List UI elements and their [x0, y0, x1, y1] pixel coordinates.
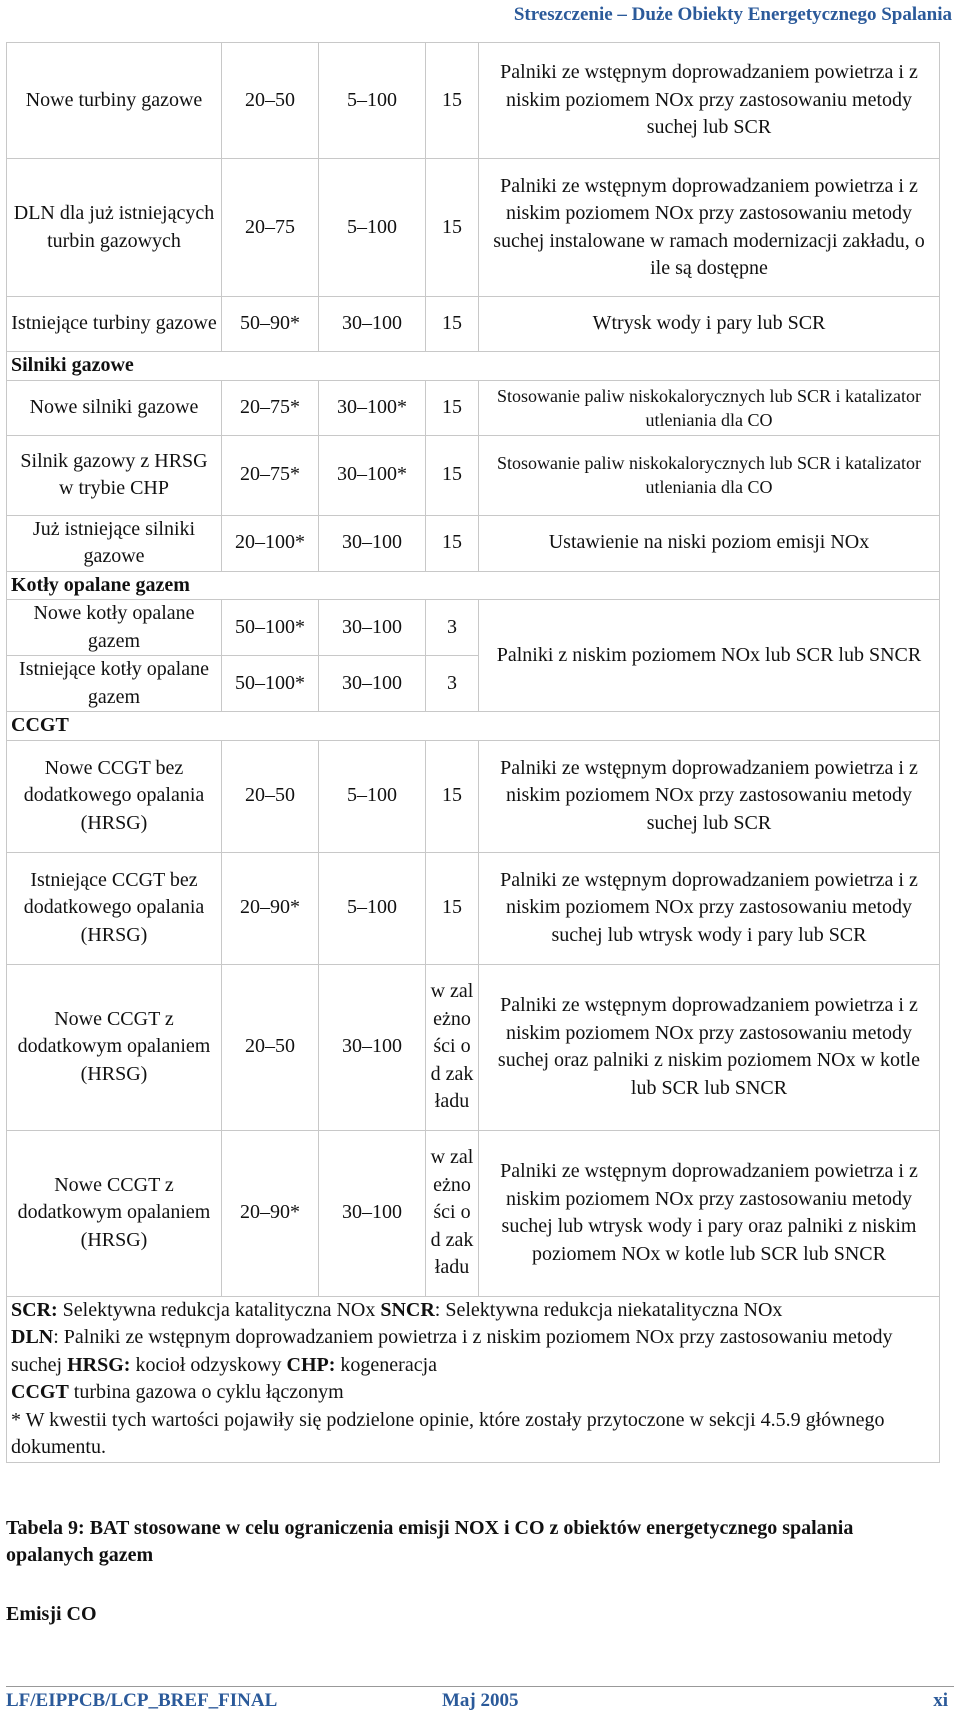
- sncr-label: SNCR: [380, 1298, 435, 1321]
- section-heading: Kotły opalane gazem: [7, 571, 940, 600]
- o2-level: 15: [426, 380, 479, 435]
- bat-technique: Palniki ze wstępnym doprowadzaniem powietrza i z niskim poziomem NOx przy zastosowaniu metody suchej lub SCR: [479, 43, 940, 159]
- plant-type: Nowe CCGT bez dodatkowego opalania (HRSG): [7, 740, 222, 852]
- table-caption: Tabela 9: BAT stosowane w celu ograniczenia emisji NOX i CO z obiektów energetycznego spalania opalanych gazem: [6, 1517, 854, 1566]
- plant-type: Nowe silniki gazowe: [7, 380, 222, 435]
- dln-label: DLN: [11, 1326, 54, 1348]
- range-nox: 20–75*: [222, 380, 319, 435]
- range-load: 30–100*: [319, 435, 426, 515]
- range-load: 5–100: [319, 43, 426, 159]
- table-row: [7, 740, 940, 852]
- scr-label: SCR:: [11, 1298, 58, 1321]
- bat-technique: Stosowanie paliw niskokalorycznych lub SCR i katalizator utleniania dla CO: [479, 435, 940, 515]
- o2-level: 3: [426, 656, 479, 712]
- section-row: [7, 712, 940, 741]
- plant-type: Nowe kotły opalane gazem: [7, 600, 222, 656]
- plant-type: DLN dla już istniejących turbin gazowych: [7, 159, 222, 297]
- range-load: 30–100: [319, 515, 426, 571]
- footnote-row: [7, 1296, 940, 1462]
- bat-technique: Wtrysk wody i pary lub SCR: [479, 297, 940, 352]
- range-nox: 20–75*: [222, 435, 319, 515]
- range-load: 30–100*: [319, 380, 426, 435]
- footer-divider: [6, 1686, 954, 1687]
- footer-page-number: xi: [933, 1690, 948, 1711]
- range-load: 5–100: [319, 852, 426, 964]
- plant-type: Istniejące turbiny gazowe: [7, 297, 222, 352]
- footnote-asterisk: * W kwestii tych wartości pojawiły się podzielone opinie, które zostały przytoczone w sekcji 4.5.9 głównego dokumentu.: [11, 1408, 885, 1458]
- table-row: [7, 380, 940, 435]
- table-row: [7, 297, 940, 352]
- range-nox: 50–90*: [222, 297, 319, 352]
- plant-type: Nowe CCGT z dodatkowym opalaniem (HRSG): [7, 1130, 222, 1296]
- table-row: [7, 1130, 940, 1296]
- range-load: 30–100: [319, 964, 426, 1130]
- section-heading: Silniki gazowe: [7, 352, 940, 381]
- bat-technique: Palniki ze wstępnym doprowadzaniem powietrza i z niskim poziomem NOx przy zastosowaniu metody suchej lub wtrysk wody i pary lub SCR: [479, 852, 940, 964]
- range-load: 30–100: [319, 297, 426, 352]
- footnote-dln: [11, 1324, 935, 1379]
- hrsg-label: HRSG:: [67, 1353, 131, 1376]
- dln-text: : Palniki ze wstępnym doprowadzaniem powietrza i z niskim poziomem NOx przy zastosowaniu metody suchej: [11, 1326, 893, 1376]
- o2-level: 3: [426, 600, 479, 656]
- section-row: [7, 352, 940, 381]
- o2-level: 15: [426, 852, 479, 964]
- ccgt-label: CCGT: [11, 1381, 69, 1403]
- plant-type: Silnik gazowy z HRSG w trybie CHP: [7, 435, 222, 515]
- bat-technique: Palniki ze wstępnym doprowadzaniem powietrza i z niskim poziomem NOx przy zastosowaniu metody suchej lub SCR: [479, 740, 940, 852]
- range-nox: 50–100*: [222, 600, 319, 656]
- chp-text: kogeneracja: [335, 1353, 438, 1376]
- sncr-text: : Selektywna redukcja niekatalityczna NOx: [434, 1298, 783, 1321]
- o2-level: 15: [426, 435, 479, 515]
- range-nox: 50–100*: [222, 656, 319, 712]
- bat-technique: Palniki ze wstępnym doprowadzaniem powietrza i z niskim poziomem NOx przy zastosowaniu metody suchej lub wtrysk wody i pary oraz palniki z niskim poziomem NOx w kotle lub SCR lub SNCR: [479, 1130, 940, 1296]
- range-nox: 20–100*: [222, 515, 319, 571]
- section-subheading: Emisji CO: [6, 1603, 97, 1625]
- table-row: [7, 852, 940, 964]
- range-nox: 20–50: [222, 964, 319, 1130]
- o2-level: 15: [426, 740, 479, 852]
- bat-technique: Palniki z niskim poziomem NOx lub SCR lub SNCR: [479, 600, 940, 712]
- table-row: [7, 964, 940, 1130]
- page-header: Streszczenie – Duże Obiekty Energetycznego Spalania: [513, 4, 952, 25]
- footnotes: [7, 1296, 940, 1462]
- plant-type: Istniejące kotły opalane gazem: [7, 656, 222, 712]
- ccgt-text: turbina gazowa o cyklu łączonym: [68, 1381, 344, 1403]
- footnote-scr: [11, 1297, 935, 1325]
- bat-technique: Palniki ze wstępnym doprowadzaniem powietrza i z niskim poziomem NOx przy zastosowaniu metody suchej oraz palniki z niskim poziomem NOx w kotle lub SCR lub SNCR: [479, 964, 940, 1130]
- plant-type: Istniejące CCGT bez dodatkowego opalania (HRSG): [7, 852, 222, 964]
- plant-type: Już istniejące silniki gazowe: [7, 515, 222, 571]
- range-nox: 20–90*: [222, 1130, 319, 1296]
- chp-label: CHP:: [286, 1353, 336, 1376]
- range-nox: 20–50: [222, 43, 319, 159]
- range-nox: 20–90*: [222, 852, 319, 964]
- table-row: [7, 159, 940, 297]
- footer-document-id: LF/EIPPCB/LCP_BREF_FINAL: [6, 1690, 278, 1711]
- range-nox: 20–75: [222, 159, 319, 297]
- scr-text: Selektywna redukcja katalityczna NOx: [57, 1298, 381, 1321]
- range-load: 5–100: [319, 159, 426, 297]
- table-row: [7, 435, 940, 515]
- range-load: 5–100: [319, 740, 426, 852]
- table-row: [7, 600, 940, 656]
- o2-level: 15: [426, 43, 479, 159]
- bat-technique: Palniki ze wstępnym doprowadzaniem powietrza i z niskim poziomem NOx przy zastosowaniu metody suchej instalowane w ramach modernizacji zakładu, o ile są dostępne: [479, 159, 940, 297]
- range-load: 30–100: [319, 600, 426, 656]
- section-heading: CCGT: [7, 712, 940, 741]
- plant-type: Nowe CCGT z dodatkowym opalaniem (HRSG): [7, 964, 222, 1130]
- o2-level: w zależności od zakładu: [426, 964, 479, 1130]
- plant-type: Nowe turbiny gazowe: [7, 43, 222, 159]
- bat-technique: Stosowanie paliw niskokalorycznych lub SCR i katalizator utleniania dla CO: [479, 380, 940, 435]
- section-row: [7, 571, 940, 600]
- range-load: 30–100: [319, 656, 426, 712]
- range-nox: 20–50: [222, 740, 319, 852]
- table-row: [7, 43, 940, 159]
- o2-level: w zależności od zakładu: [426, 1130, 479, 1296]
- bat-technique: Ustawienie na niski poziom emisji NOx: [479, 515, 940, 571]
- bat-table: [6, 42, 940, 1463]
- o2-level: 15: [426, 159, 479, 297]
- footnote-ccgt: [11, 1379, 935, 1407]
- table-row: [7, 515, 940, 571]
- footer-date: Maj 2005: [442, 1690, 519, 1711]
- o2-level: 15: [426, 297, 479, 352]
- range-load: 30–100: [319, 1130, 426, 1296]
- o2-level: 15: [426, 515, 479, 571]
- hrsg-text: kocioł odzyskowy: [130, 1353, 287, 1376]
